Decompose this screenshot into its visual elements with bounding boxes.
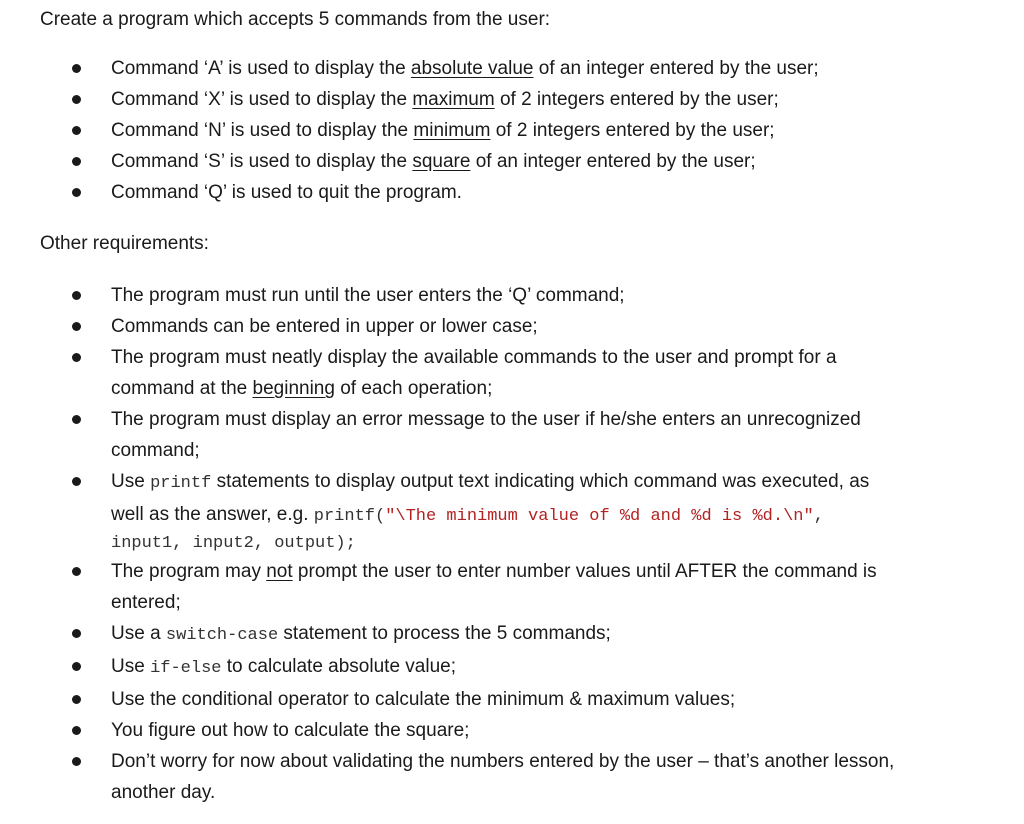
list-item: The program may not prompt the user to enter number values until AFTER the command is entered; xyxy=(0,556,961,618)
list-item: Use printf statements to display output text indicating which command was executed, as well as the answer, e.g. printf("\The minimum value of %d and %d is %d.\n", input1, input2, output); xyxy=(0,466,961,556)
bullet-icon xyxy=(72,757,81,766)
list-item: Use a switch-case statement to process the 5 commands; xyxy=(0,618,961,651)
list-item: Command ‘N’ is used to display the minimum of 2 integers entered by the user; xyxy=(0,115,961,146)
bullet-icon xyxy=(72,477,81,486)
intro-text: Create a program which accepts 5 commands from the user: xyxy=(40,9,551,30)
bullet-icon xyxy=(72,629,81,638)
bullet-icon xyxy=(72,188,81,197)
list-item: You figure out how to calculate the square; xyxy=(0,715,961,746)
list-item: The program must display an error message to the user if he/she enters an unrecognized command; xyxy=(0,404,961,466)
other-requirements-heading: Other requirements: xyxy=(40,233,209,254)
bullet-icon xyxy=(72,567,81,576)
list-item: Use the conditional operator to calculate the minimum & maximum values; xyxy=(0,684,961,715)
list-item: Command ‘A’ is used to display the absolute value of an integer entered by the user; xyxy=(0,53,961,84)
bullet-icon xyxy=(72,695,81,704)
command-list xyxy=(0,53,961,208)
list-item: Use if-else to calculate absolute value; xyxy=(0,651,961,684)
bullet-icon xyxy=(72,662,81,671)
list-item: Command ‘X’ is used to display the maximum of 2 integers entered by the user; xyxy=(0,84,961,115)
bullet-icon xyxy=(72,353,81,362)
bullet-icon xyxy=(72,64,81,73)
list-item: Commands can be entered in upper or lower case; xyxy=(0,311,961,342)
bullet-icon xyxy=(72,415,81,424)
bullet-icon xyxy=(72,322,81,331)
bullet-icon xyxy=(72,126,81,135)
bullet-icon xyxy=(72,726,81,735)
list-item: Command ‘S’ is used to display the square of an integer entered by the user; xyxy=(0,146,961,177)
bullet-icon xyxy=(72,95,81,104)
bullet-icon xyxy=(72,291,81,300)
list-item: The program must run until the user enters the ‘Q’ command; xyxy=(0,280,961,311)
list-item: Don’t worry for now about validating the numbers entered by the user – that’s another lesson, another day. xyxy=(0,746,961,808)
bullet-icon xyxy=(72,157,81,166)
list-item: Command ‘Q’ is used to quit the program. xyxy=(0,177,961,208)
requirements-list xyxy=(0,280,961,808)
list-item: The program must neatly display the available commands to the user and prompt for a command at the beginning of each operation; xyxy=(0,342,961,404)
